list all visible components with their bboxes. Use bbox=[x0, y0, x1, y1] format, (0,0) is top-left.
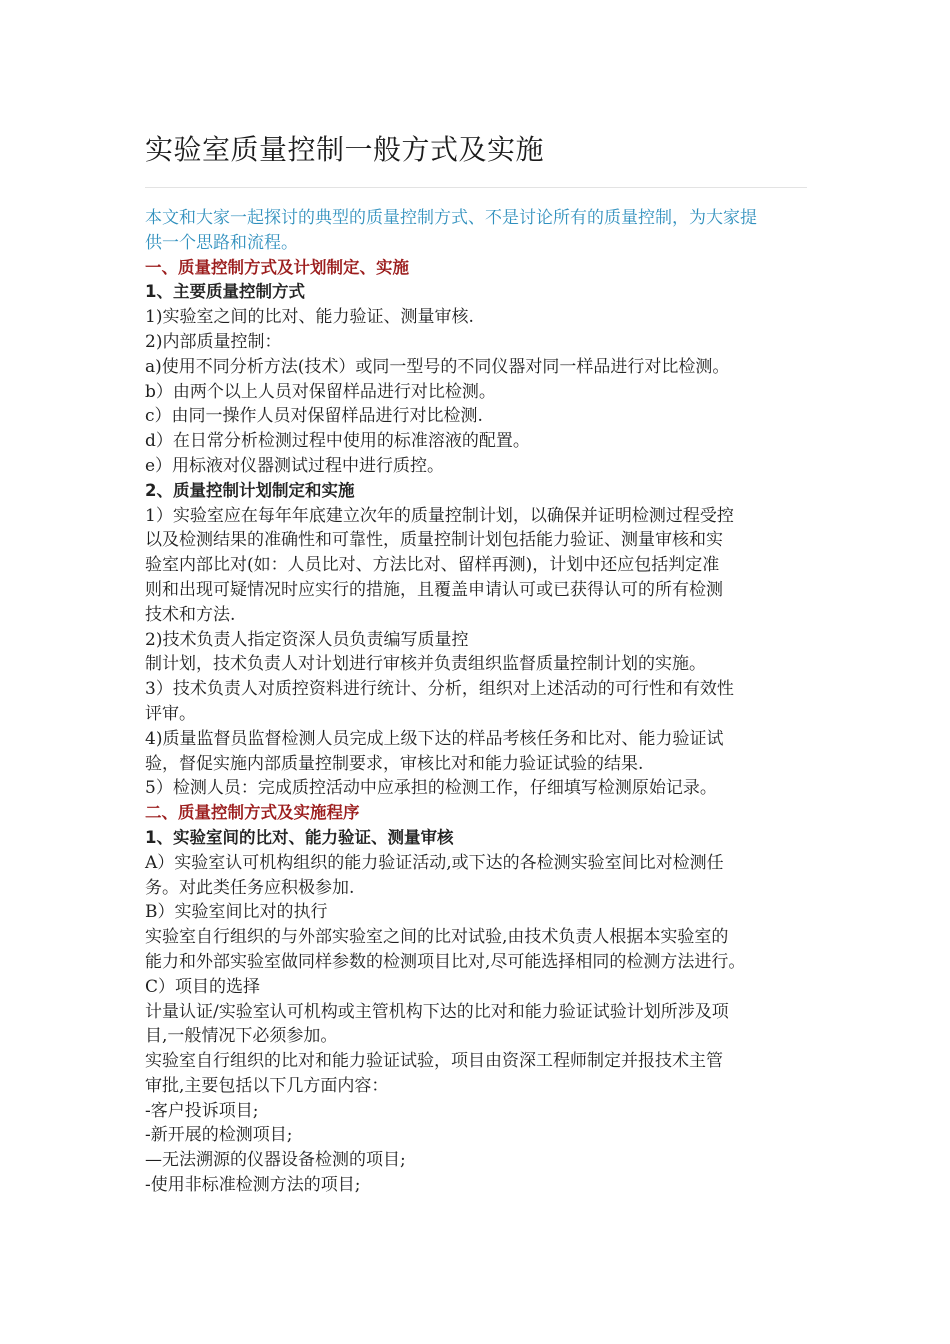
text-line: d）在日常分析检测过程中使用的标准溶液的配置。 bbox=[145, 431, 530, 452]
text-line: 1)实验室之间的比对、能力验证、测量审核. bbox=[145, 307, 474, 328]
text-line: 则和出现可疑情况时应实行的措施，且覆盖申请认可或已获得认可的所有检测 bbox=[145, 579, 723, 600]
subsection-heading: 1、主要质量控制方式 bbox=[145, 282, 305, 302]
text-line: 验，督促实施内部质量控制要求，审核比对和能力验证试验的结果. bbox=[145, 753, 644, 774]
text-line: 1）实验室应在每年年底建立次年的质量控制计划，以确保并证明检测过程受控 bbox=[145, 505, 734, 526]
text-line: b）由两个以上人员对保留样品进行对比检测。 bbox=[145, 381, 496, 402]
text-line: -新开展的检测项目; bbox=[145, 1125, 293, 1146]
text-line: 制计划，技术负责人对计划进行审核并负责组织监督质量控制计划的实施。 bbox=[145, 654, 706, 675]
text-line: 务。对此类任务应积极参加. bbox=[145, 877, 355, 898]
intro-paragraph bbox=[145, 206, 815, 256]
subsection-heading: 2、质量控制计划制定和实施 bbox=[145, 480, 355, 500]
text-line: B）实验室间比对的执行 bbox=[145, 902, 328, 923]
text-line: —无法溯源的仪器设备检测的项目; bbox=[145, 1150, 406, 1171]
text-line: 计量认证/实验室认可机构或主管机构下达的比对和能力验证试验计划所涉及项 bbox=[145, 1001, 729, 1022]
text-line: A）实验室认可机构组织的能力验证活动,或下达的各检测实验室间比对检测任 bbox=[145, 852, 724, 873]
text-line: 评审。 bbox=[145, 703, 196, 724]
text-line: 目,一般情况下必须参加。 bbox=[145, 1026, 338, 1047]
text-line: -使用非标准检测方法的项目; bbox=[145, 1175, 361, 1196]
text-line: 技术和方法. bbox=[145, 604, 236, 625]
text-line: 实验室自行组织的比对和能力验证试验，项目由资深工程师制定并报技术主管 bbox=[145, 1051, 723, 1072]
intro-line: 本文和大家一起探讨的典型的质量控制方式、不是讨论所有的质量控制，为大家提 bbox=[145, 208, 757, 228]
subsection-heading: 1、实验室间的比对、能力验证、测量审核 bbox=[145, 827, 454, 847]
section-heading: 一、质量控制方式及计划制定、实施 bbox=[145, 257, 409, 277]
text-line: 4)质量监督员监督检测人员完成上级下达的样品考核任务和比对、能力验证试 bbox=[145, 728, 724, 749]
text-line: 能力和外部实验室做同样参数的检测项目比对,尽可能选择相同的检测方法进行。 bbox=[145, 951, 746, 972]
document-page bbox=[145, 128, 815, 1198]
page-title: 实验室质量控制一般方式及实施 bbox=[145, 133, 545, 166]
text-line: 2)内部质量控制： bbox=[145, 331, 282, 352]
text-line: 实验室自行组织的与外部实验室之间的比对试验,由技术负责人根据本实验室的 bbox=[145, 927, 729, 948]
text-line: 验室内部比对(如：人员比对、方法比对、留样再测)，计划中还应包括判定准 bbox=[145, 555, 720, 576]
section-heading: 二、质量控制方式及实施程序 bbox=[145, 803, 360, 823]
section-2 bbox=[145, 801, 815, 1198]
text-line: 以及检测结果的准确性和可靠性，质量控制计划包括能力验证、测量审核和实 bbox=[145, 530, 723, 551]
text-line: 审批,主要包括以下几方面内容： bbox=[145, 1075, 389, 1096]
text-line: c）由同一操作人员对保留样品进行对比检测. bbox=[145, 406, 483, 427]
text-line: -客户投诉项目; bbox=[145, 1100, 259, 1121]
text-line: e）用标液对仪器测试过程中进行质控。 bbox=[145, 455, 445, 476]
text-line: 3）技术负责人对质控资料进行统计、分析，组织对上述活动的可行性和有效性 bbox=[145, 679, 734, 700]
intro-line: 供一个思路和流程。 bbox=[145, 232, 298, 253]
text-line: C）项目的选择 bbox=[145, 976, 261, 997]
section-1 bbox=[145, 256, 815, 802]
text-line: 2)技术负责人指定资深人员负责编写质量控 bbox=[145, 629, 469, 650]
title-divider bbox=[145, 187, 807, 188]
text-line: 5）检测人员：完成质控活动中应承担的检测工作，仔细填写检测原始记录。 bbox=[145, 778, 717, 799]
text-line: a)使用不同分析方法(技术）或同一型号的不同仪器对同一样品进行对比检测。 bbox=[145, 356, 730, 377]
